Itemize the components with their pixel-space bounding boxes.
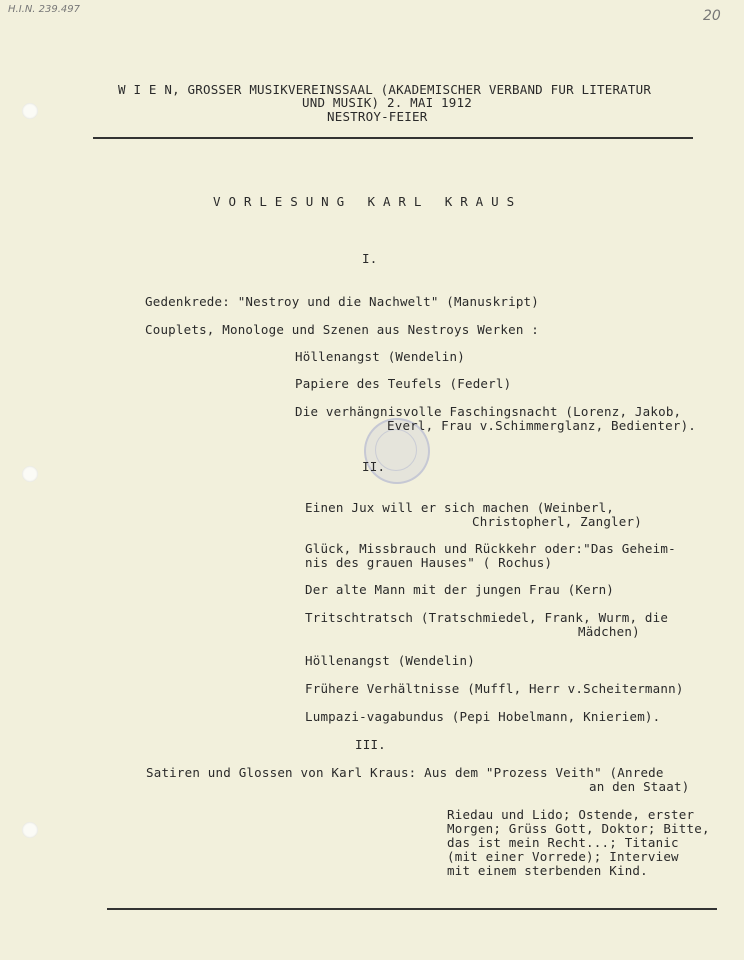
section-1-item: Die verhängnisvolle Faschingsnacht (Lorenz, Jakob, — [295, 404, 682, 419]
section-3-list-line: mit einem sterbenden Kind. — [447, 863, 648, 878]
section-2-line: Glück, Missbrauch und Rückkehr oder:"Das Geheim- — [305, 541, 676, 556]
section-2-line: Der alte Mann mit der jungen Frau (Kern) — [305, 582, 615, 597]
section-3-list-line: Morgen; Grüss Gott, Doktor; Bitte, — [447, 821, 710, 836]
section-2-line: nis des grauen Hauses" ( Rochus) — [305, 555, 553, 570]
section-2-line: Frühere Verhältnisse (Muffl, Herr v.Scheitermann) — [305, 681, 684, 696]
punch-hole — [22, 466, 38, 482]
section-3-numeral: III. — [355, 737, 386, 752]
gedenkrede-line: Gedenkrede: "Nestroy und die Nachwelt" (Manuskript) — [145, 294, 540, 309]
section-2-line: Höllenangst (Wendelin) — [305, 653, 475, 668]
section-2-line: Tritschtratsch (Tratschmiedel, Frank, Wurm, die — [305, 610, 669, 625]
section-3-line-1: Satiren und Glossen von Karl Kraus: Aus dem "Prozess Veith" (Anrede — [146, 765, 664, 780]
punch-hole — [22, 103, 38, 119]
section-2-line: Mädchen) — [578, 624, 640, 639]
section-1-numeral: I. — [362, 251, 378, 266]
section-3-list-line: (mit einer Vorrede); Interview — [447, 849, 679, 864]
section-1-item: Höllenangst (Wendelin) — [295, 349, 465, 364]
section-1-item: Papiere des Teufels (Federl) — [295, 376, 512, 391]
section-2-line: Einen Jux will er sich machen (Weinberl, — [305, 500, 615, 515]
section-2-numeral: II. — [362, 459, 386, 474]
header-line-1: W I E N, GROSSER MUSIKVEREINSSAAL (AKADEMISCHER VERBAND FUR LITERATUR — [118, 82, 652, 97]
footer-rule — [107, 908, 717, 910]
section-1-item-continued: Everl, Frau v.Schimmerglanz, Bedienter). — [387, 418, 697, 433]
header-line-3: NESTROY-FEIER — [327, 109, 428, 124]
punch-hole — [22, 822, 38, 838]
header-line-2: UND MUSIK) 2. MAI 1912 — [302, 95, 472, 110]
page-number: 20 — [703, 8, 721, 24]
archive-note: H.I.N. 239.497 — [8, 4, 81, 15]
page-title: V O R L E S U N G K A R L K R A U S — [213, 194, 515, 209]
section-3-list-line: Riedau und Lido; Ostende, erster — [447, 807, 695, 822]
header-rule — [93, 137, 693, 139]
couplets-line: Couplets, Monologe und Szenen aus Nestroys Werken : — [145, 322, 540, 337]
section-3-line-2: an den Staat) — [589, 779, 690, 794]
section-3-list-line: das ist mein Recht...; Titanic — [447, 835, 679, 850]
section-2-line: Lumpazi-vagabundus (Pepi Hobelmann, Knieriem). — [305, 709, 661, 724]
section-2-line: Christopherl, Zangler) — [472, 514, 642, 529]
